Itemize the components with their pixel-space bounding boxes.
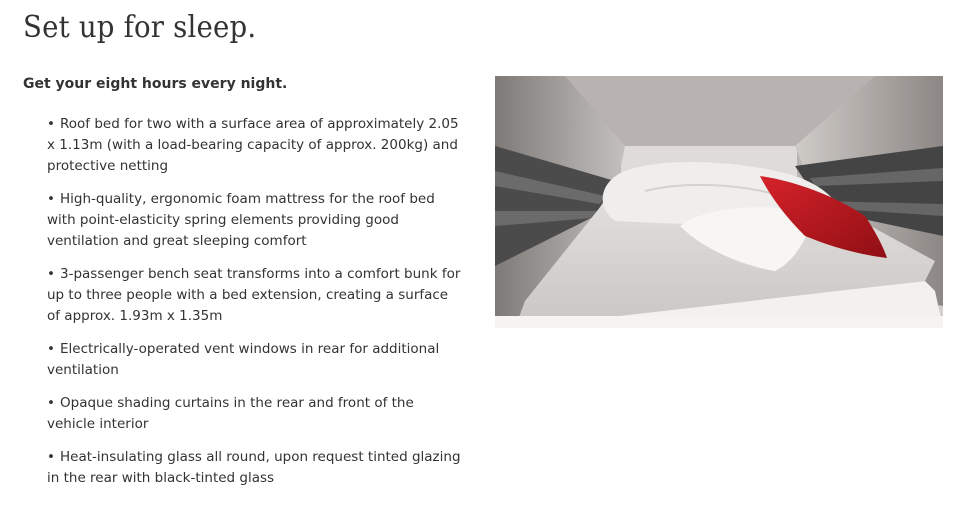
bullet-icon: • (47, 449, 55, 465)
feature-text: Roof bed for two with a surface area of approximately 2.05 x 1.13m (with a load-bearing capacity of approx. 200kg) and protective netting (47, 116, 459, 174)
feature-item-mattress (47, 189, 465, 252)
feature-item-vent-windows (47, 339, 465, 381)
bullet-icon: • (47, 191, 55, 207)
bullet-icon: • (47, 116, 55, 132)
roof-bed-photo (495, 76, 943, 328)
bullet-icon: • (47, 341, 55, 357)
page-subtitle: Get your eight hours every night. (23, 76, 288, 92)
roof-bed-illustration (495, 76, 943, 328)
feature-text: Opaque shading curtains in the rear and front of the vehicle interior (47, 395, 414, 432)
feature-text: Electrically-operated vent windows in rear for additional ventilation (47, 341, 440, 378)
feature-text: 3-passenger bench seat transforms into a comfort bunk for up to three people with a bed extension, creating a surface of approx. 1.93m x 1.35m (47, 266, 461, 324)
feature-item-roof-bed (47, 114, 465, 177)
feature-item-curtains (47, 393, 465, 435)
feature-text: Heat-insulating glass all round, upon request tinted glazing in the rear with black-tinted glass (47, 449, 461, 486)
feature-list (47, 114, 465, 501)
feature-text: High-quality, ergonomic foam mattress for the roof bed with point-elasticity spring elements providing good ventilation and great sleeping comfort (47, 191, 435, 249)
feature-item-glass (47, 447, 465, 489)
bullet-icon: • (47, 266, 55, 282)
feature-item-bench-seat (47, 264, 465, 327)
bullet-icon: • (47, 395, 55, 411)
page-title: Set up for sleep. (23, 10, 257, 45)
